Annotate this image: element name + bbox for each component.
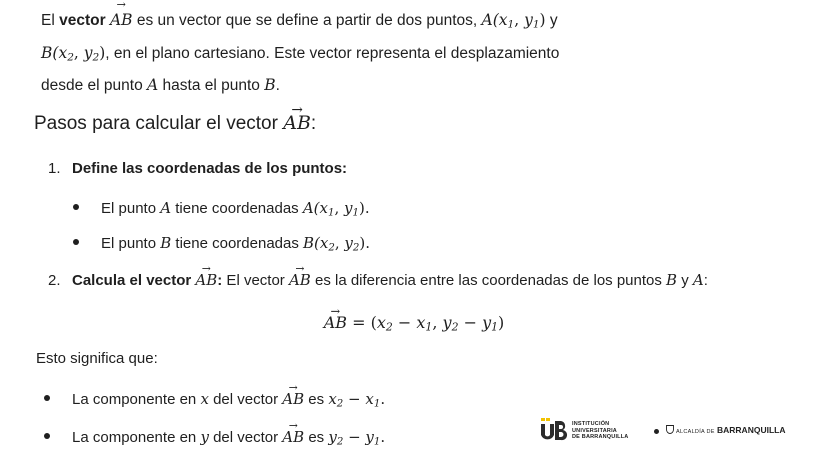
- point-a-coordinates: $A(x_1$, $y_1$).: [302, 199, 370, 219]
- intro-line-3: desde el punto A hasta el punto B.: [41, 76, 280, 95]
- bullet-dot: [73, 204, 79, 210]
- point-a-label: A: [160, 199, 172, 217]
- component-y-value: $y_2 - y_1$.: [328, 428, 386, 448]
- step-1-bullet-a: El punto A tiene coordenadas $A(x_1$, $y_1$).: [73, 199, 370, 219]
- heading-vector-symbol: → AB: [283, 112, 311, 134]
- vector-ab-symbol: → AB: [289, 271, 311, 289]
- alcaldia-logo: ALCALDÍA DE BARRANQUILLA: [666, 425, 785, 435]
- intro-text-y: y: [545, 12, 558, 29]
- point-b-label: B: [264, 76, 276, 95]
- intro-text-2: , en el plano cartesiano. Este vector representa el desplazamiento: [105, 44, 560, 62]
- intro-text-1: es un vector que se define a partir de dos puntos,: [132, 12, 482, 29]
- point-b-label: B: [666, 271, 678, 289]
- step-number: 2.: [48, 272, 61, 289]
- point-b-coordinates: $B(x_2$, $y_2$): [41, 43, 106, 64]
- component-x-value: $x_2 - x_1$.: [328, 390, 386, 410]
- shield-icon: [666, 425, 674, 434]
- formula-body: = ($x_2 - x_1$, $y_2 - y_1$): [347, 313, 505, 334]
- bullet-dot: [73, 239, 79, 245]
- formula-vector-symbol: → AB: [324, 313, 347, 332]
- intro-text-3: desde el punto: [41, 77, 148, 95]
- step-1: [48, 160, 347, 177]
- step-2-title: Calcula el vector: [72, 272, 196, 289]
- ub-logo-text: INSTITUCIÓN UNIVERSITARIA DE BARRANQUILLA: [572, 421, 629, 440]
- point-a-label: A: [692, 271, 704, 289]
- meaning-label: Esto significa que:: [36, 350, 158, 367]
- step-2: 2. Calcula el vector → AB: El vector → AB es la diferencia entre las coordenadas de los puntos B y A:: [48, 271, 708, 289]
- ub-logo-icon: [540, 418, 568, 444]
- heading-text: Pasos para calcular el vector: [34, 113, 284, 134]
- bullet-dot: [44, 433, 50, 439]
- step-1-title: Define las coordenadas de los puntos:: [72, 160, 348, 177]
- point-a-label: A: [147, 76, 159, 95]
- intro-bold-term: vector: [59, 12, 106, 29]
- point-b-label: B: [160, 234, 172, 252]
- intro-line-2: [41, 39, 741, 72]
- component-y: La componente en y del vector → AB es $y_2 - y_1$.: [44, 428, 385, 448]
- vector-formula: [0, 313, 828, 334]
- component-x: La componente en x del vector → AB es $x_2 - x_1$.: [44, 390, 385, 410]
- separator-dot: [654, 429, 659, 434]
- section-heading: Pasos para calcular el vector → AB:: [34, 112, 316, 135]
- step-number: 1.: [48, 160, 61, 177]
- vector-ab-symbol: → AB: [282, 390, 304, 408]
- footer-logos: [540, 418, 810, 448]
- vector-ab-symbol: → AB: [195, 271, 217, 289]
- intro-prefix: El: [41, 12, 60, 29]
- intro-paragraph: [41, 6, 741, 100]
- bullet-dot: [44, 395, 50, 401]
- step-1-bullet-b: El punto B tiene coordenadas $B(x_2$, $y_2$).: [73, 234, 370, 254]
- intro-line-1: [41, 6, 741, 39]
- point-b-coordinates: $B(x_2$, $y_2$).: [303, 234, 370, 254]
- point-a-coordinates: $A(x_1$, $y_1$): [481, 11, 546, 31]
- vector-ab-symbol: → AB: [282, 428, 304, 446]
- vector-ab-symbol: → AB: [110, 6, 133, 34]
- intro-text-4: hasta el punto: [158, 77, 265, 95]
